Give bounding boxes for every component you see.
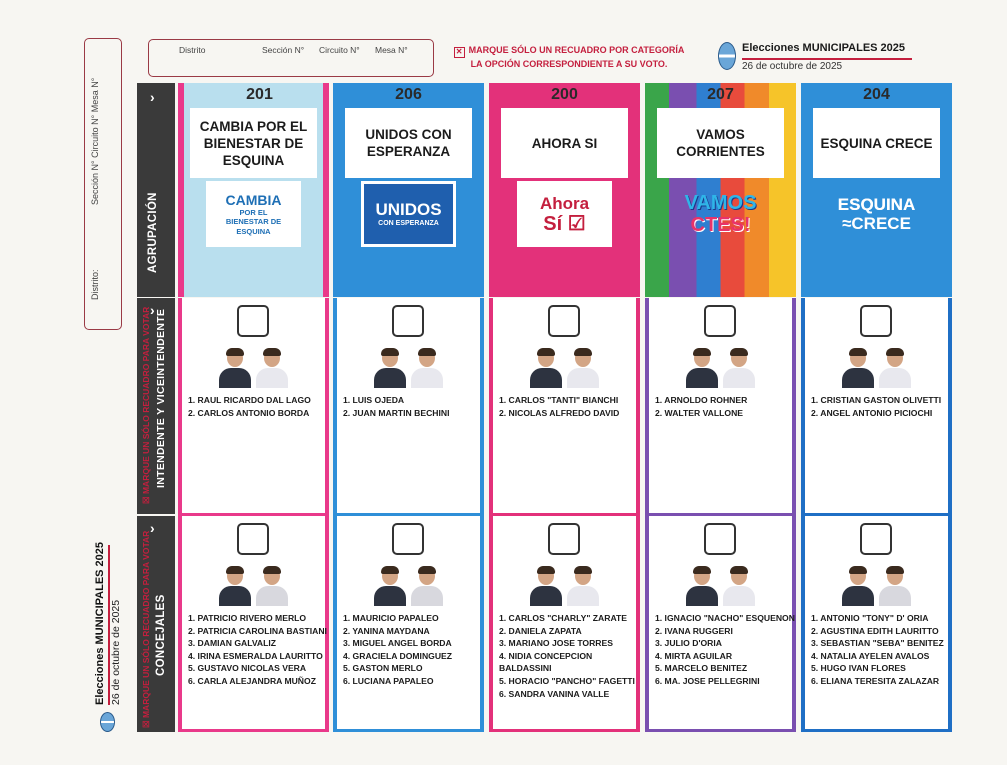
party-name: AHORA SI	[501, 108, 628, 178]
party-column-201	[178, 83, 329, 732]
candidate-photos	[489, 566, 640, 606]
candidate-photo	[255, 566, 289, 606]
stub-seal-icon	[100, 712, 115, 732]
candidate-name: 1. CRISTIAN GASTON OLIVETTI	[811, 395, 942, 405]
concejales-section	[645, 516, 796, 732]
candidate-name: BALDASSINI	[499, 663, 552, 674]
instruction-text: ✕ MARQUE SÓLO UN RECUADRO POR CATEGORÍA LA OPCIÓN CORRESPONDIENTE A SU VOTO.	[444, 44, 694, 70]
intendente-section	[801, 298, 952, 516]
header-circuito-label: Circuito N°	[319, 45, 360, 55]
candidate-photo	[529, 566, 563, 606]
candidate-list	[811, 612, 952, 688]
candidate-photo	[255, 348, 289, 388]
candidate-photo	[722, 348, 756, 388]
candidate-name: 2. AGUSTINA EDITH LAURITTO	[811, 625, 939, 636]
candidate-photo	[410, 348, 444, 388]
candidate-photo	[841, 566, 875, 606]
party-name: VAMOS CORRIENTES	[657, 108, 784, 178]
vote-checkbox[interactable]	[860, 523, 892, 555]
candidate-name: 3. MARIANO JOSE TORRES	[499, 638, 613, 649]
category-intendente	[137, 298, 175, 514]
candidate-photos	[333, 348, 484, 388]
concejales-section	[178, 516, 329, 732]
party-number: 204	[863, 86, 890, 103]
candidate-photo	[410, 566, 444, 606]
intendente-section	[178, 298, 329, 516]
party-header	[645, 83, 796, 297]
candidate-photo	[373, 348, 407, 388]
candidate-name: 4. GRACIELA DOMINGUEZ	[343, 650, 453, 661]
candidate-name: 1. RAUL RICARDO DAL LAGO	[188, 395, 311, 405]
candidate-photo	[373, 566, 407, 606]
vote-checkbox[interactable]	[548, 523, 580, 555]
header-fields-box	[148, 39, 434, 77]
concejales-section	[801, 516, 952, 732]
candidate-list	[188, 394, 329, 419]
intendente-section	[333, 298, 484, 516]
candidate-list	[655, 612, 796, 688]
category-concejales-note: ☒ MARQUE UN SÓLO RECUADRO PARA VOTAR	[141, 530, 151, 728]
stub-distrito-label: Distrito:	[90, 269, 100, 300]
party-header	[333, 83, 484, 297]
party-column-204	[801, 83, 952, 732]
vote-checkbox[interactable]	[237, 305, 269, 337]
candidate-name: 5. HUGO IVAN FLORES	[811, 663, 906, 674]
party-logo: Ahora Sí ☑	[517, 181, 612, 247]
candidate-name: 1. ANTONIO "TONY" D' ORIA	[811, 613, 929, 623]
party-logo: VAMOS CTES!	[684, 192, 757, 236]
candidate-name: 2. WALTER VALLONE	[655, 407, 744, 418]
candidate-photos	[178, 566, 329, 606]
candidate-name: 2. PATRICIA CAROLINA BASTIANI	[188, 625, 327, 636]
party-column-207	[645, 83, 796, 732]
party-column-200	[489, 83, 640, 732]
candidate-photo	[841, 348, 875, 388]
intendente-section	[489, 298, 640, 516]
party-header	[178, 83, 329, 297]
vote-checkbox[interactable]	[548, 305, 580, 337]
party-column-206	[333, 83, 484, 732]
candidate-list	[343, 394, 484, 419]
candidate-photo	[566, 566, 600, 606]
intendente-section	[645, 298, 796, 516]
candidate-name: 1. ARNOLDO ROHNER	[655, 395, 748, 405]
candidate-photo	[722, 566, 756, 606]
category-concejales	[137, 516, 175, 732]
instruction-x-icon: ✕	[454, 47, 465, 58]
candidate-list	[655, 394, 796, 419]
party-name: CAMBIA POR EL BIENESTAR DE ESQUINA	[190, 108, 317, 178]
category-concejales-label: CONCEJALES	[155, 594, 167, 676]
candidate-name: 4. NATALIA AYELEN AVALOS	[811, 650, 930, 661]
candidate-list	[188, 612, 329, 688]
vote-checkbox[interactable]	[392, 305, 424, 337]
candidate-name: 2. DANIELA ZAPATA	[499, 625, 582, 636]
candidate-list	[499, 612, 640, 700]
argentina-seal-icon	[718, 42, 736, 70]
election-title-rule	[742, 58, 912, 60]
candidate-name: 1. IGNACIO "NACHO" ESQUENON	[655, 613, 795, 623]
chevron-right-icon: ›	[150, 302, 155, 318]
candidate-list	[499, 394, 640, 419]
vote-checkbox[interactable]	[860, 305, 892, 337]
chevron-right-icon: ›	[150, 89, 155, 105]
candidate-list	[343, 612, 484, 688]
header-mesa-label: Mesa N°	[375, 45, 408, 55]
candidate-name: 2. IVANA RUGGERI	[655, 625, 733, 636]
party-logo: ESQUINA ≈CRECE	[837, 195, 916, 233]
candidate-name: 1. LUIS OJEDA	[343, 395, 405, 405]
candidate-photos	[489, 348, 640, 388]
header-seccion-label: Sección N°	[262, 45, 305, 55]
stub-footer-title: Elecciones MUNICIPALES 2025	[94, 541, 106, 705]
party-logo: UNIDOS CON ESPERANZA	[361, 181, 456, 247]
election-title: Elecciones MUNICIPALES 2025	[742, 42, 906, 54]
party-name: UNIDOS CON ESPERANZA	[345, 108, 472, 178]
party-number: 206	[395, 86, 422, 103]
party-name: ESQUINA CRECE	[813, 108, 940, 178]
candidate-photos	[178, 348, 329, 388]
candidate-name: 1. PATRICIO RIVERO MERLO	[188, 613, 307, 623]
vote-checkbox[interactable]	[237, 523, 269, 555]
candidate-name: 2. ANGEL ANTONIO PICIOCHI	[811, 407, 933, 418]
party-header	[489, 83, 640, 297]
party-logo: CAMBIA POR EL BIENESTAR DE ESQUINA	[206, 181, 301, 247]
party-number: 200	[551, 86, 578, 103]
candidate-photo	[218, 348, 252, 388]
candidate-name: 5. GUSTAVO NICOLAS VERA	[188, 663, 307, 674]
concejales-section	[489, 516, 640, 732]
candidate-name: 3. MIGUEL ANGEL BORDA	[343, 638, 452, 649]
stub-seccion-label: Sección N° Circuito N° Mesa N°	[90, 77, 100, 205]
party-number: 201	[246, 86, 273, 103]
candidate-photo	[878, 566, 912, 606]
candidate-name: 4. NIDIA CONCEPCION	[499, 650, 593, 661]
candidate-name: 2. CARLOS ANTONIO BORDA	[188, 407, 310, 418]
candidate-name: 2. JUAN MARTIN BECHINI	[343, 407, 450, 418]
candidate-photos	[333, 566, 484, 606]
candidate-list	[811, 394, 952, 419]
candidate-photos	[645, 566, 796, 606]
candidate-photo	[566, 348, 600, 388]
candidate-name: 3. DAMIAN GALVALIZ	[188, 638, 277, 649]
candidate-name: 5. GASTON MERLO	[343, 663, 423, 674]
candidate-photos	[801, 566, 952, 606]
candidate-photo	[218, 566, 252, 606]
party-header	[801, 83, 952, 297]
candidate-name: 2. YANINA MAYDANA	[343, 625, 430, 636]
candidate-photos	[801, 348, 952, 388]
candidate-name: 5. HORACIO "PANCHO" FAGETTI	[499, 675, 635, 686]
concejales-section	[333, 516, 484, 732]
candidate-photo	[685, 348, 719, 388]
candidate-name: 4. IRINA ESMERALDA LAURITTO	[188, 650, 323, 661]
candidate-name: 1. MAURICIO PAPALEO	[343, 613, 439, 623]
category-intendente-note: ☒ MARQUE UN SÓLO RECUADRO PARA VOTAR	[141, 306, 151, 504]
candidate-name: 6. CARLA ALEJANDRA MUÑOZ	[188, 675, 316, 686]
category-agrupacion	[137, 83, 175, 297]
candidate-name: 1. CARLOS "TANTI" BIANCHI	[499, 395, 619, 405]
candidate-name: 6. LUCIANA PAPALEO	[343, 675, 434, 686]
party-number: 207	[707, 86, 734, 103]
candidate-name: 5. MARCELO BENITEZ	[655, 663, 748, 674]
candidate-name: 6. SANDRA VANINA VALLE	[499, 688, 610, 699]
vote-checkbox[interactable]	[392, 523, 424, 555]
candidate-name: 3. SEBASTIAN "SEBA" BENITEZ	[811, 638, 944, 649]
category-intendente-label: INTENDENTE Y VICEINTENDENTE	[155, 308, 167, 488]
election-date: 26 de octubre de 2025	[742, 61, 843, 72]
candidate-photo	[529, 348, 563, 388]
candidate-photo	[878, 348, 912, 388]
header-distrito-label: Distrito	[179, 45, 206, 55]
candidate-photos	[645, 348, 796, 388]
candidate-name: 1. CARLOS "CHARLY" ZARATE	[499, 613, 627, 623]
candidate-name: 3. JULIO D'ORIA	[655, 638, 722, 649]
vote-checkbox[interactable]	[704, 523, 736, 555]
candidate-photo	[685, 566, 719, 606]
chevron-right-icon: ›	[150, 520, 155, 536]
stub-footer-date: 26 de octubre de 2025	[110, 599, 122, 705]
vote-checkbox[interactable]	[704, 305, 736, 337]
candidate-name: 4. MIRTA AGUILAR	[655, 650, 733, 661]
candidate-name: 2. NICOLAS ALFREDO DAVID	[499, 407, 620, 418]
category-agrupacion-label: AGRUPACIÓN	[147, 192, 159, 273]
candidate-name: 6. MA. JOSE PELLEGRINI	[655, 675, 760, 686]
candidate-name: 6. ELIANA TERESITA ZALAZAR	[811, 675, 940, 686]
